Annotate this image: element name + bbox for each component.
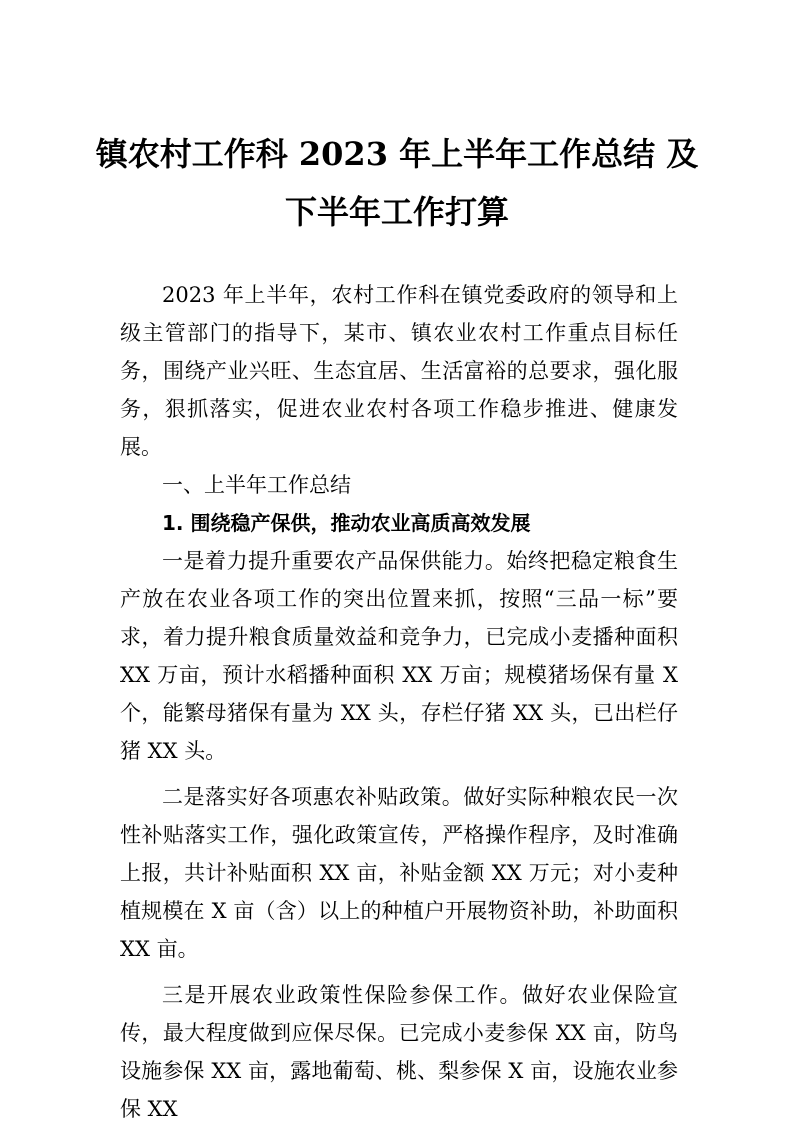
paragraph-spacer [120, 968, 678, 976]
body-paragraph-1: 一是着力提升重要农产品保供能力。始终把稳定粮食生产放在农业各项工作的突出位置来抓，按照“三品一标”要求，着力提升粮食质量效益和竞争力，已完成小麦播种面积 XX 万亩，预计水稻播种面积 XX 万亩；规模猪场保有量 X 个，能繁母猪保有量为 XX 头，存栏仔猪 XX 头，已出栏仔猪 XX 头。 [120, 549, 678, 763]
document-body [120, 276, 678, 1128]
paragraph-spacer [120, 770, 678, 778]
section-heading: 一、上半年工作总结 [162, 473, 351, 497]
body-paragraph-2: 二是落实好各项惠农补贴政策。做好实际种粮农民一次性补贴落实工作，强化政策宣传，严格操作程序，及时准确上报，共计补贴面积 XX 亩，补贴金额 XX 万元；对小麦种植规模在 X 亩（含）以上的种植户开展物资补助，补助面积 XX 亩。 [120, 785, 678, 961]
body-paragraph-3: 三是开展农业政策性保险参保工作。做好农业保险宣传，最大程度做到应保尽保。已完成小麦参保 XX 亩，防鸟设施参保 XX 亩，露地葡萄、桃、梨参保 X 亩，设施农业参保 XX [120, 983, 678, 1121]
document-title-line-1: 镇农村工作科 2023 年上半年工作总结 及 [95, 135, 699, 173]
document-title-line-2: 下半年工作打算 [284, 193, 509, 231]
intro-paragraph: 2023 年上半年，农村工作科在镇党委政府的领导和上级主管部门的指导下，某市、镇农业农村工作重点目标任务，围绕产业兴旺、生态宜居、生活富裕的总要求，强化服务，狠抓落实，促进农业农村各项工作稳步推进、健康发展。 [120, 283, 678, 459]
subsection-heading: 1. 围绕稳产保供，推动农业高质高效发展 [162, 511, 531, 535]
